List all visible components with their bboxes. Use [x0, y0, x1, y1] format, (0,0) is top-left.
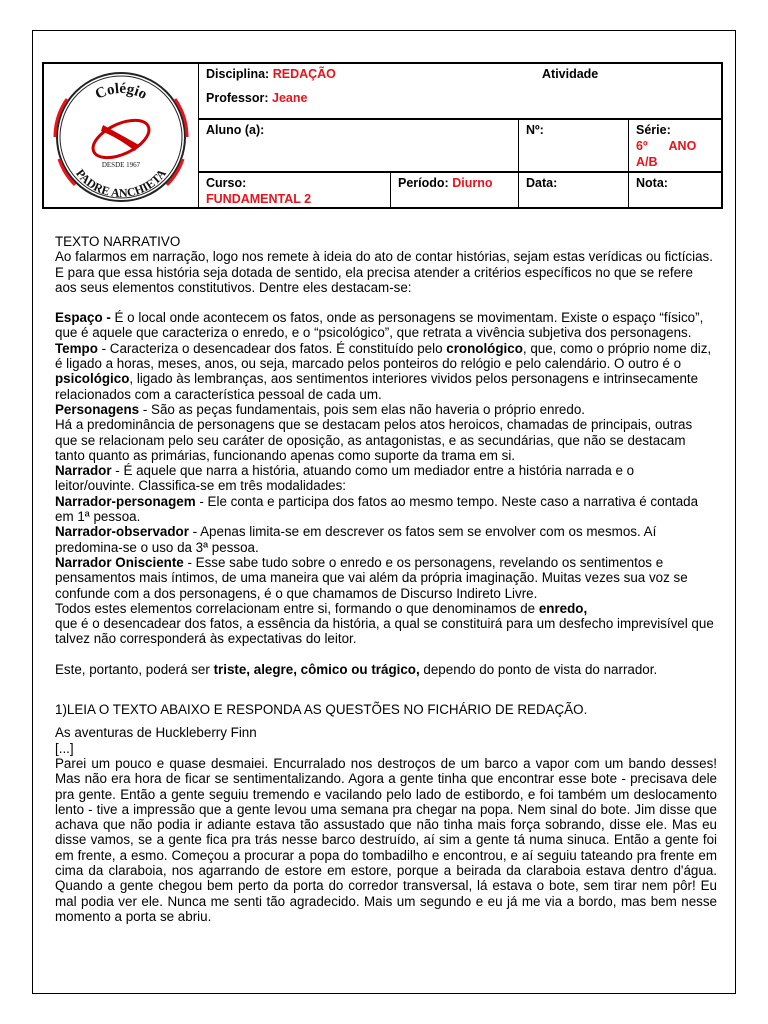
tempo-paragraph: Tempo - Caracteriza o desencadear dos fatos. É constituído pelo cronológico, que, como o próprio nome diz, é ligado a horas, meses, anos, ou seja, marcado pelos ponteiros do relógio e pelo calendário. O outro é o psicológico, ligado às lembranças, aos sentimentos interiores vividos pelos personagens e intrinsecamente relacionados com a característica pessoal de cada um. [55, 340, 712, 402]
logo-top-text: Colégio [92, 80, 150, 103]
numero-cell[interactable] [518, 119, 628, 172]
curso-value: FUNDAMENTAL 2 [206, 192, 312, 206]
question-heading: 1)LEIA O TEXTO ABAIXO E RESPONDA AS QUESTÕES NO FICHÁRIO DE REDAÇÃO. [55, 702, 588, 718]
narrador-observador-paragraph: Narrador-observador - Apenas limita-se em descrever os fatos sem se envolver com os mesmos. Aí predomina-se o uso da 3ª pessoa. [55, 524, 657, 555]
espaco-term: Espaço - [55, 310, 111, 326]
data-label: Data: [526, 176, 558, 190]
tempo-term: Tempo [55, 340, 98, 356]
story-ellipsis: [...] [55, 740, 74, 756]
professor-value: Jeane [272, 91, 308, 105]
school-logo [47, 67, 195, 205]
este-paragraph: Este, portanto, poderá ser triste, alegre, cômico ou trágico, dependo do ponto de vista do narrador. [55, 661, 658, 677]
atividade-label: Atividade [542, 67, 599, 81]
serie-value: 6º ANO [636, 139, 697, 153]
personagens-paragraph-2: Há a predominância de personagens que se destacam pelos atos heroicos, chamadas de principais, outras que se relacionam pelo seu caráter de oposição, as antagonistas, e as secundárias, que não se destacam tanto quanto as primárias, funcionando apenas como suporte da trama em si. [55, 417, 693, 463]
intro-paragraph-1: Ao falarmos em narração, logo nos remete à ideia do ato de contar histórias, sejam estas verídicas ou fictícias. [55, 249, 713, 265]
disciplina-label: Disciplina: [206, 67, 270, 81]
narrador-paragraph: Narrador - É aquele que narra a história, atuando como um mediador entre a história narrada e o leitor/ouvinte. Classifica-se em três modalidades: [55, 463, 635, 494]
personagens-term: Personagens [55, 401, 140, 417]
nota-label: Nota: [636, 176, 668, 190]
todos-paragraph: Todos estes elementos correlacionam entre si, formando o que denominamos de enredo, [55, 600, 588, 616]
story-title: As aventuras de Huckleberry Finn [55, 725, 257, 741]
espaco-paragraph: Espaço - É o local onde acontecem os fatos, onde as personagens se movimentam. Existe o espaço “físico”, que é aquele que caracteriza o enredo, e o “psicológico”, que retrata a vivência subjetiva dos personagens. [55, 310, 704, 341]
story-paragraph: Parei um pouco e quase desmaiei. Encurralado nos destroços de um barco a vapor com um bando desses! Mas não era hora de ficar se sentimentalizando. Agora a gente tinha que encontrar esse bote - precisava dele pra gente. Então a gente seguiu tremendo e vacilando pelo lado de estibordo, e foi também um deslocamento lento - tive a impressão que a gente levou uma semana pra chegar na popa. Nem sinal do bote. Jim disse que achava que não podia ir adiante estava tão assustado que não tinha mais força sobrando, disse ele. Mas eu disse vamos, se a gente fica pra trás nesse barco destruído, aí sim a gente tá numa sinuca. Então a gente foi em frente, a esmo. Começou a procurar a popa do tombadilho e encontrou, e aí seguiu tateando pra frente em cima da claraboia, nos agarrando de estore em estore, porque a beirada da claraboia estava dentro d'água. Quando a gente chegou bem perto da porta do corredor transversal, lá estava o bote, sem tirar nem pôr! Eu mal podia ver ele. Nunca me senti tão agradecido. Mais um segundo e eu já me via a bordo, mas bem nesse momento a porta se abriu. [55, 755, 717, 924]
logo-since-text: DESDE 1967 [101, 161, 141, 169]
periodo-value: Diurno [452, 176, 493, 190]
narrador-onisciente-paragraph: Narrador Onisciente - Esse sabe tudo sobre o enredo e os personagens, revelando os sentimentos e pensamentos mais íntimos, de uma maneira que vai além da própria imaginação. Muitas vezes sua voz se confunde com a dos personagens, é o que chamamos de Discurso Indireto Livre. [55, 554, 688, 601]
intro-paragraph-2: E para que essa história seja dotada de sentido, ela precisa atender a critérios específicos no que se refere aos seus elementos constitutivos. Dentre eles destacam-se: [55, 264, 693, 295]
disciplina-value: REDAÇÃO [272, 67, 336, 81]
serie-cell [628, 119, 721, 172]
narrador-personagem-paragraph: Narrador-personagem - Ele conta e participa dos fatos ao mesmo tempo. Neste caso a narrativa é contada em 1ª pessoa. [55, 493, 699, 525]
enredo-paragraph: que é o desencadear dos fatos, a essência da história, a qual se constituirá para um desfecho imprevisível que talvez não corresponderá às expectativas do leitor. [55, 616, 714, 647]
serie-label: Série: [636, 123, 671, 137]
narrative-text [55, 234, 717, 924]
periodo-cell [390, 172, 518, 207]
nota-cell[interactable] [628, 172, 721, 207]
serie-class: A/B [636, 155, 658, 169]
numero-label: Nº: [526, 123, 544, 137]
professor-label: Professor: [206, 91, 269, 105]
header-table [42, 62, 723, 209]
disciplina-cell [198, 64, 721, 119]
svg-text:PADRE ANCHIETA [73, 166, 169, 200]
aluno-cell[interactable] [198, 119, 518, 172]
logo-emblem-icon [101, 125, 139, 151]
logo-bottom-text: PADRE ANCHIETA [73, 166, 169, 201]
curso-cell [198, 172, 390, 207]
svg-text:Colégio [93, 81, 150, 103]
periodo-label: Período: [398, 176, 449, 190]
aluno-label: Aluno (a): [206, 123, 265, 137]
curso-label: Curso: [206, 176, 247, 190]
personagens-paragraph: Personagens - São as peças fundamentais, pois sem elas não haveria o próprio enredo. [55, 401, 585, 417]
data-cell[interactable] [518, 172, 628, 207]
section-title: TEXTO NARRATIVO [55, 234, 181, 249]
narrador-term: Narrador [55, 463, 112, 479]
